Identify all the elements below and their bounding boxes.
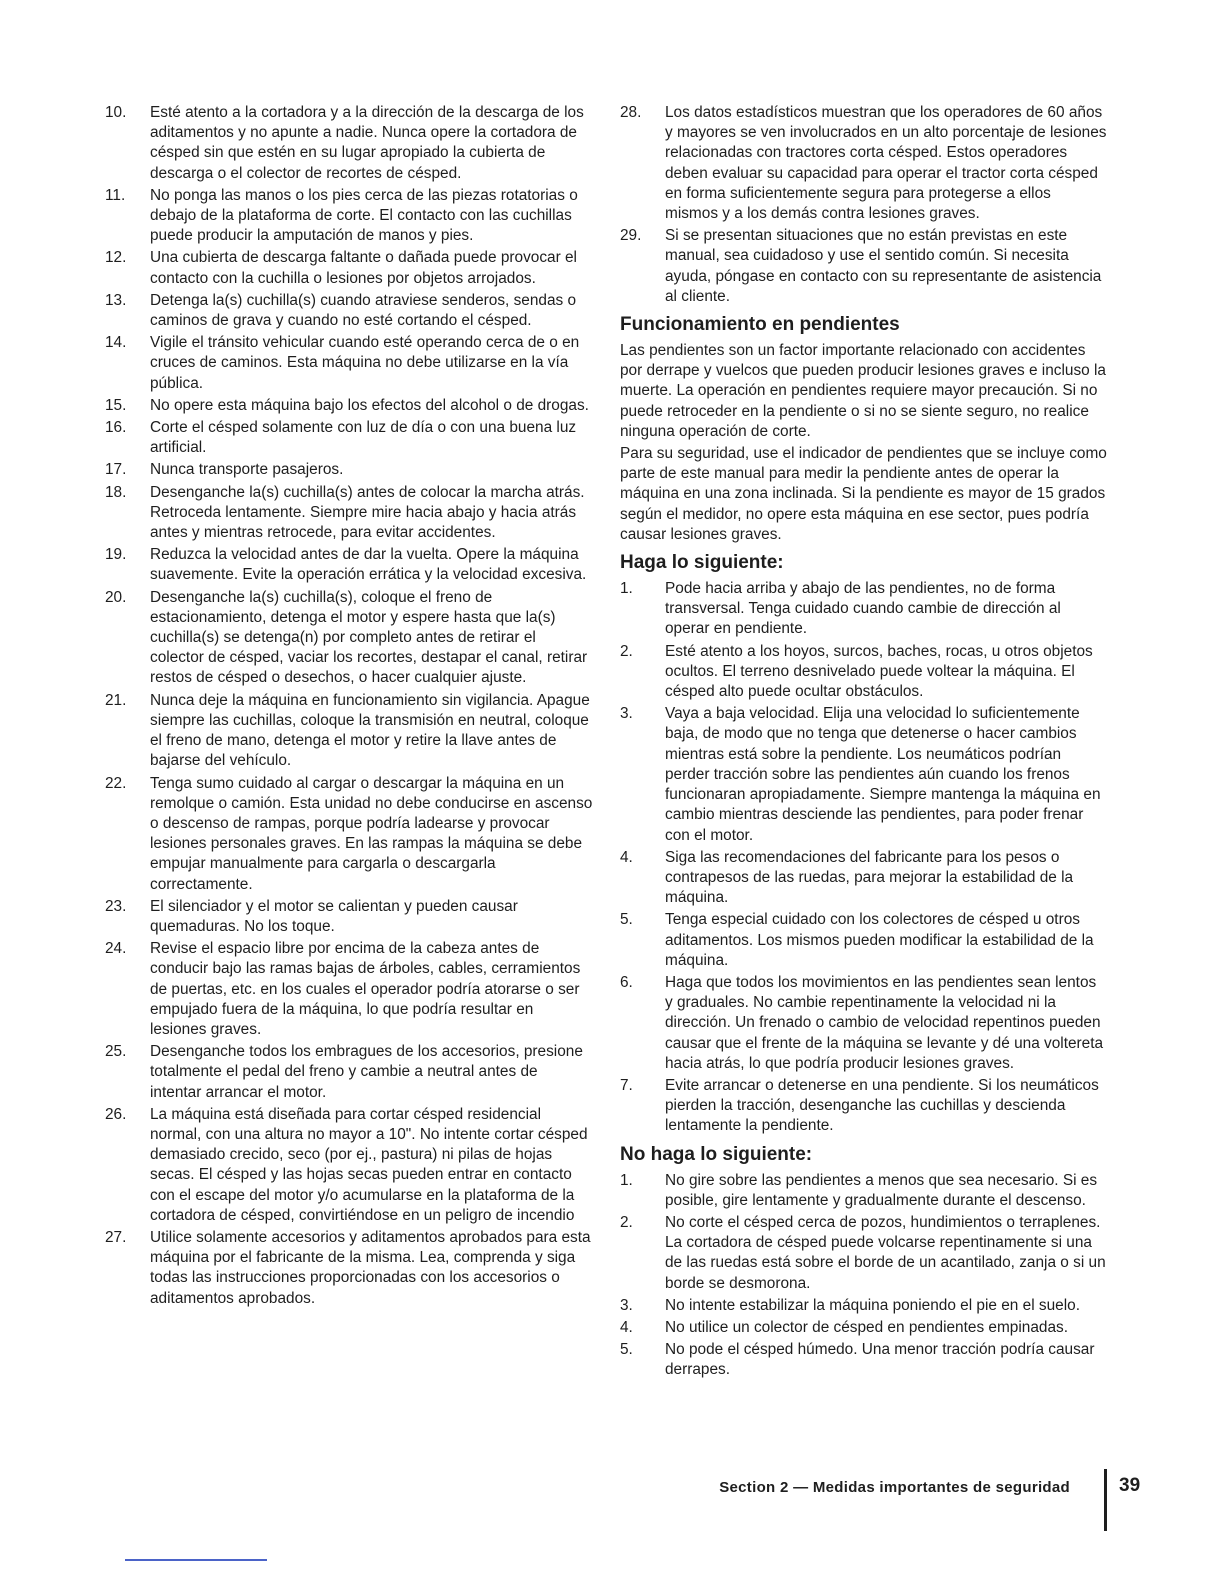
list-item: 3. Vaya a baja velocidad. Elija una velocidad lo suficientemente baja, de modo que no tenga que detenerse o hacer cambios mientras está sobre la pendiente. Los neumáticos podrían perder tracción sobre las pendientes aún cuando los frenos funcionaran apropiadamente. Siempre mantenga la máquina en cambio mientras desciende las pendientes, para poder frenar con el motor. [620, 705, 1101, 844]
bottom-rule [125, 1559, 267, 1561]
dont-list [620, 1171, 1108, 1381]
left-column [105, 103, 593, 1311]
safety-list-left [105, 103, 593, 1309]
list-item: 22. Tenga sumo cuidado al cargar o descargar la máquina en un remolque o camión. Esta unidad no debe conducirse en ascenso o descenso de rampas, porque podría ladearse y provocar lesiones personales graves. En las rampas la máquina se debe empujar manualmente para cargarla o descargarla correctamente. [105, 774, 593, 893]
list-item: 1. No gire sobre las pendientes a menos que sea necesario. Si es posible, gire lentamente y gradualmente durante el descenso. [620, 1171, 1098, 1209]
list-item: 5. No pode el césped húmedo. Una menor tracción podría causar derrapes. [620, 1341, 1095, 1379]
list-item: 4. No utilice un colector de césped en pendientes empinadas. [620, 1318, 1068, 1336]
list-item: 3. No intente estabilizar la máquina poniendo el pie en el suelo. [620, 1296, 1080, 1314]
footer-divider [1104, 1469, 1107, 1531]
slopes-paragraph: Las pendientes son un factor importante relacionado con accidentes por derrape y vuelcos que pueden producir lesiones graves e incluso la muerte. La operación en pendientes requiere mayor precaución. Si no puede retroceder en la pendiente o si no se siente seguro, no realice ninguna operación de corte. [620, 342, 1106, 440]
list-item: 2. No corte el césped cerca de pozos, hundimientos o terraplenes. La cortadora de césped puede volcarse repentinamente si una de las ruedas está sobre el borde de un acantilado, zanja o si un borde se desmorona. [620, 1213, 1106, 1292]
list-item: 29. Si se presentan situaciones que no están previstas en este manual, sea cuidadoso y use el sentido común. Si necesita ayuda, póngase en contacto con su representante de asistencia al cliente. [620, 227, 1102, 305]
safety-list-right [620, 103, 1108, 307]
page-number: 39 [1119, 1475, 1141, 1496]
list-item: 13. Detenga la(s) cuchilla(s) cuando atraviese senderos, sendas o caminos de grava y cuando no esté cortando el césped. [105, 291, 577, 330]
do-list [620, 579, 1108, 1136]
list-item: 1. Pode hacia arriba y abajo de las pendientes, no de forma transversal. Tenga cuidado cuando cambie de dirección al operar en pendiente. [620, 580, 1061, 638]
list-item: 2. Esté atento a los hoyos, surcos, baches, rocas, u otros objetos ocultos. El terreno desnivelado puede voltear la máquina. El césped alto puede ocultar obstáculos. [620, 642, 1093, 701]
list-item: 4. Siga las recomendaciones del fabricante para los pesos o contrapesos de las ruedas, para mejorar la estabilidad de la máquina. [620, 848, 1074, 907]
list-item: 6. Haga que todos los movimientos en las pendientes sean lentos y graduales. No cambie repentinamente la velocidad ni la dirección. Un frenado o cambio de velocidad repentinos pueden causar que el frente de la máquina se levante y dé una voltereta hacia atrás, lo que podría producir lesiones graves. [620, 973, 1104, 1072]
list-item: 12. Una cubierta de descarga faltante o dañada puede provocar el contacto con la cuchilla o lesiones por objetos arrojados. [105, 249, 577, 287]
list-item: 28. Los datos estadísticos muestran que los operadores de 60 años y mayores se ven involucrados en un alto porcentaje de lesiones relacionadas con tractores corta césped. Estos operadores deben evaluar su capacidad para operar el tractor corta césped en forma suficientemente segura para protegerse a ellos mismos y a los demás contra lesiones graves. [620, 104, 1107, 223]
list-item: 11. No ponga las manos o los pies cerca de las piezas rotatorias o debajo de la plataforma de corte. El contacto con las cuchillas puede producir la amputación de manos y pies. [105, 186, 578, 245]
list-item: 20. Desenganche la(s) cuchilla(s), coloque el freno de estacionamiento, detenga el motor y espere hasta que la(s) cuchilla(s) se detenga(n) por completo antes de retirar el colector de césped, vaciar los recortes, destapar el canal, retirar restos de césped o desechos, o hacer cualquier ajuste. [105, 588, 588, 687]
list-item: 7. Evite arrancar o detenerse en una pendiente. Si los neumáticos pierden la tracción, desenganche las cuchillas y descienda lentamente la pendiente. [620, 1076, 1099, 1135]
list-item: 25. Desenganche todos los embragues de los accesorios, presione totalmente el pedal del freno y cambie a neutral antes de intentar arrancar el motor. [105, 1043, 583, 1101]
list-item: 5. Tenga especial cuidado con los colectores de césped u otros aditamentos. Los mismos pueden modificar la estabilidad de la máquina. [620, 911, 1094, 969]
list-item: 17. Nunca transporte pasajeros. [105, 461, 344, 479]
list-item: 19. Reduzca la velocidad antes de dar la vuelta. Opere la máquina suavemente. Evite la operación errática y la velocidad excesiva. [105, 546, 587, 584]
list-item: 16. Corte el césped solamente con luz de día o con una buena luz artificial. [105, 419, 577, 457]
slopes-paragraph: Para su seguridad, use el indicador de pendientes que se incluye como parte de este manual para medir la pendiente antes de operar la máquina en una zona inclinada. Si la pendiente es mayor de 15 grados según el medidor, no opere esta máquina en ese sector, pues podría causar lesiones graves. [620, 445, 1107, 543]
list-item: 14. Vigile el tránsito vehicular cuando esté operando cerca de o en cruces de caminos. Esta máquina no debe utilizarse en la vía pública. [105, 334, 580, 392]
list-item: 26. La máquina está diseñada para cortar césped residencial normal, con una altura no mayor a 10". No intente cortar césped demasiado crecido, seco (por ej., pastura) ni pilas de hojas secas. El césped y las hojas secas pueden entrar en contacto con el escape del motor y/o acumularse en la plataforma de la cortadora de césped, convirtiéndose en un peligro de incendio [105, 1105, 588, 1224]
list-item: 21. Nunca deje la máquina en funcionamiento sin vigilancia. Apague siempre las cuchillas, coloque la transmisión en neutral, coloque el freno de mano, detenga el motor y retire la llave antes de bajarse del vehículo. [105, 691, 590, 770]
list-item: 27. Utilice solamente accesorios y aditamentos aprobados para esta máquina por el fabricante de la misma. Lea, comprenda y siga todas las instrucciones proporcionadas con los accesorios o aditamentos aprobados. [105, 1228, 591, 1307]
list-item: 24. Revise el espacio libre por encima de la cabeza antes de conducir bajo las ramas bajas de árboles, cables, cerramientos de puertas, etc. en los cuales el operador podría atorarse o ser empujado fuera de la máquina, lo que podría resultar en lesiones graves. [105, 940, 581, 1038]
list-item: 15. No opere esta máquina bajo los efectos del alcohol o de drogas. [105, 396, 589, 414]
footer-section-title: Section 2 — Medidas importantes de seguridad [719, 1479, 1070, 1496]
list-item: 23. El silenciador y el motor se calientan y pueden causar quemaduras. No los toque. [105, 897, 518, 935]
list-item: 18. Desenganche la(s) cuchilla(s) antes de colocar la marcha atrás. Retroceda lentamente. Siempre mire hacia abajo y hacia atrás antes y mientras retrocede, para evitar accidentes. [105, 483, 585, 542]
do-heading: Haga lo siguiente: [620, 552, 784, 574]
right-column [620, 103, 1108, 1383]
slopes-heading: Funcionamiento en pendientes [620, 314, 900, 336]
list-item: 10. Esté atento a la cortadora y a la dirección de la descarga de los aditamentos y no apunte a nadie. Nunca opere la cortadora de césped sin que estén en su lugar apropiado la cubierta de descarga o el colector de recortes de césped. [105, 104, 584, 182]
dont-heading: No haga lo siguiente: [620, 1143, 813, 1165]
